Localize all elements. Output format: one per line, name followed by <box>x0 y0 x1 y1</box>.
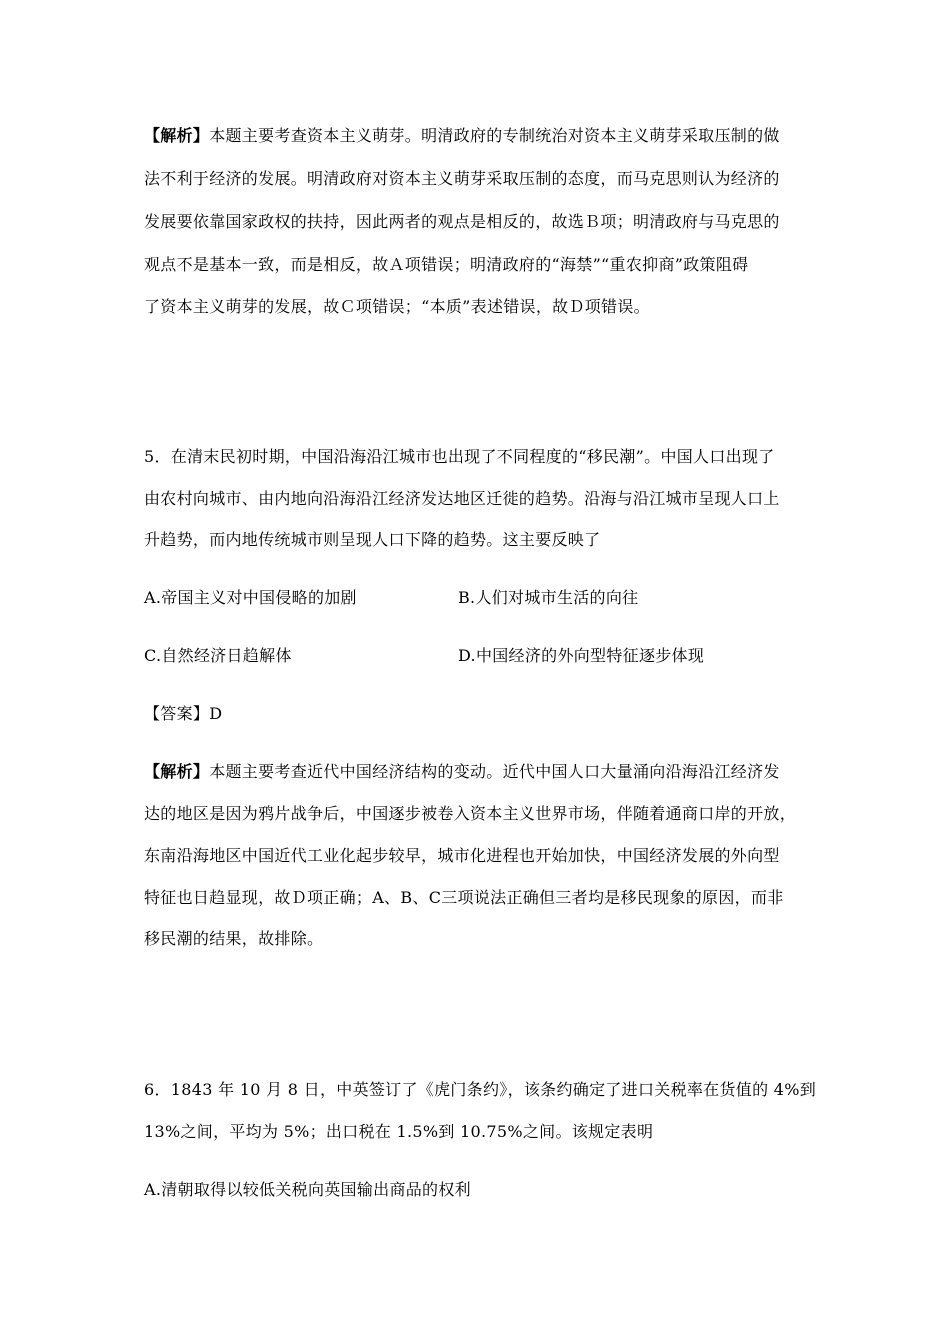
q6-stem-line-1: 6．1843 年 10 月 8 日，中英签订了《虎门条约》，该条约确定了进口关税率在货值的 4%到 <box>144 1080 817 1099</box>
q4-analysis-line-3: 发展要依靠国家政权的扶持，因此两者的观点是相反的，故选Ｂ项；明清政府与马克思的 <box>144 212 780 231</box>
q5-analysis-line-5: 移民潮的结果，故排除。 <box>144 929 324 948</box>
answer-tag: 【答案】 <box>144 704 210 723</box>
q5-analysis-line-1: 【解析】本题主要考查近代中国经济结构的变动。近代中国人口大量涌向沿海沿江经济发 <box>144 762 780 781</box>
q4-analysis-line-2: 法不利于经济的发展。明清政府对资本主义萌芽采取压制的态度，而马克思则认为经济的 <box>144 169 780 188</box>
q5-stem-line-3: 升趋势，而内地传统城市则呈现人口下降的趋势。这主要反映了 <box>144 530 601 549</box>
q5-analysis-line-4: 特征也日趋显现，故Ｄ项正确；A、B、C三项说法正确但三者均是移民现象的原因，而非 <box>144 888 784 907</box>
q4-analysis-line-4: 观点不是基本一致，而是相反，故Ａ项错误；明清政府的“海禁”“重农抑商”政策阻碍 <box>144 255 749 274</box>
q5-option-a: A.帝国主义对中国侵略的加剧 <box>144 588 357 607</box>
q5-option-b: B.人们对城市生活的向往 <box>458 588 639 607</box>
q4-analysis-line-5: 了资本主义萌芽的发展，故Ｃ项错误；“本质”表述错误，故Ｄ项错误。 <box>144 297 650 316</box>
q6-stem-line-2: 13%之间，平均为 5%；出口税在 1.5%到 10.75%之间。该规定表明 <box>144 1122 654 1141</box>
q5-stem-line-2: 由农村向城市、由内地向沿海沿江经济发达地区迁徙的趋势。沿海与沿江城市呈现人口上 <box>144 489 780 508</box>
q6-option-a: A.清朝取得以较低关税向英国输出商品的权利 <box>144 1180 471 1199</box>
q4-analysis-line-1: 【解析】本题主要考查资本主义萌芽。明清政府的专制统治对资本主义萌芽采取压制的做 <box>144 126 780 145</box>
q5-analysis-line-2: 达的地区是因为鸦片战争后，中国逐步被卷入资本主义世界市场，伴随着通商口岸的开放， <box>144 804 797 823</box>
q5-stem-line-1: 5．在清末民初时期，中国沿海沿江城市也出现了不同程度的“移民潮”。中国人口出现了 <box>144 447 775 466</box>
q5-option-d: D.中国经济的外向型特征逐步体现 <box>458 646 705 665</box>
analysis-tag: 【解析】 <box>144 126 210 145</box>
q5-analysis-line-3: 东南沿海地区中国近代工业化起步较早，城市化进程也开始加快，中国经济发展的外向型 <box>144 846 780 865</box>
q5-option-c: C.自然经济日趋解体 <box>144 646 292 665</box>
analysis-tag: 【解析】 <box>144 762 210 781</box>
q5-answer <box>144 704 222 724</box>
answer-value: D <box>209 704 223 723</box>
